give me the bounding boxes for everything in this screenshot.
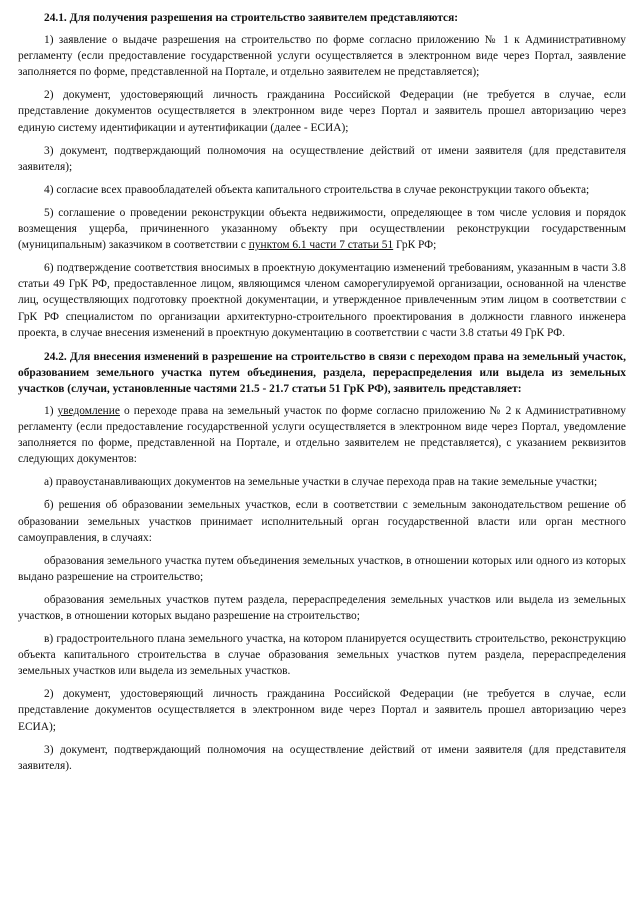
law-reference-link[interactable]: пунктом 6.1 части 7 статьи 51 — [248, 239, 394, 252]
section-heading-24-2: 24.2. Для внесения изменений в разрешение на строительство в связи с переходом права на земельный участок, образованием земельного участка путем объединения, раздела, перераспределения или выдела из земельных участков (случаи, установленные частями 21.5 - 21.7 статьи 51 ГрК РФ), заявитель представляет: — [18, 350, 626, 395]
section2-item-1-text-after: о переходе права на земельный участок по форме согласно приложению № 2 к Административному регламенту (если предоставление государственной услуги осуществляется в электронном виде через Портал, уведомление заполняется по форме, представленной на Портале, и отдельно заявителем не представляется), с указанием реквизитов следующих документов: — [18, 404, 626, 466]
section1-item-2: 2) документ, удостоверяющий личность гражданина Российской Федерации (не требуется в случае, если представление документов осуществляется в электронном виде через Портал и заявитель прошел авторизацию через единую систему идентификации и аутентификации (далее - ЕСИА); — [18, 89, 626, 134]
section2-item-b-case-2: образования земельных участков путем раздела, перераспределения земельных участков или выдела из земельных участков, в отношении которых выдано разрешение на строительство; — [18, 593, 626, 622]
section2-item-v: в) градостроительного плана земельного участка, на котором планируется осуществить строительство, реконструкцию объекта капитального строительства в случае образования земельных участков путем раздела, перераспределения земельных участков или выдела из земельных участков. — [18, 633, 626, 678]
section1-item-5-text-before: 5) соглашение о проведении реконструкции объекта недвижимости, определяющее в том числе условия и порядок возмещения ущерба, причиненного указанному объекту при осуществлении реконструкции государственным (муниципальным) заказчиком в соответствии с — [18, 206, 626, 252]
section2-item-1 — [18, 403, 626, 467]
section2-item-2: 2) документ, удостоверяющий личность гражданина Российской Федерации (не требуется в случае, если представление документов осуществляется в электронном виде через Портал и заявитель прошел авторизацию через ЕСИА); — [18, 688, 626, 733]
section2-item-a: а) правоустанавливающих документов на земельные участки в случае перехода прав на такие земельные участки; — [44, 476, 598, 489]
section1-item-4: 4) согласие всех правообладателей объекта капитального строительства в случае реконструкции такого объекта; — [44, 183, 590, 196]
section1-item-5 — [18, 205, 626, 253]
section2-item-b-case-1: образования земельного участка путем объединения земельных участков, в отношении которых или одного из которых выдано разрешение на строительство; — [18, 554, 626, 583]
notification-link[interactable]: уведомление — [57, 404, 120, 417]
section2-item-1-prefix: 1) — [44, 404, 58, 417]
section1-item-6: 6) подтверждение соответствия вносимых в проектную документацию изменений требованиям, указанным в части 3.8 статьи 49 ГрК РФ, предоставленное лицом, являющимся членом саморегулируемой организации, основанной на членстве лиц, осуществляющих подготовку проектной документации, и утвержденное привлеченным этим лицом в соответствии с ГрК РФ специалистом по организации архитектурно-строительного проектирования в должности главного инженера проекта, в случае внесения изменений в проектную документацию в соответствии с части 3.8 статьи 49 ГрК РФ. — [18, 262, 626, 339]
section-heading-24-1: 24.1. Для получения разрешения на строительство заявителем представляются: — [44, 12, 459, 24]
section2-item-b: б) решения об образовании земельных участков, если в соответствии с земельным законодательством решение об образовании земельных участков принимает исполнительный орган государственной власти или орган местного самоуправления, в случаях: — [18, 499, 626, 544]
section1-item-5-text-after: ГрК РФ; — [393, 239, 437, 252]
section1-item-1: 1) заявление о выдаче разрешения на строительство по форме согласно приложению № 1 к Административному регламенту (если предоставление государственной услуги осуществляется в электронном виде через Портал, заявление заполняется по форме, представленной на Портале, и отдельно заявителем не представляется); — [18, 34, 626, 79]
section1-item-3: 3) документ, подтверждающий полномочия на осуществление действий от имени заявителя (для представителя заявителя); — [18, 144, 626, 173]
section2-item-3: 3) документ, подтверждающий полномочия на осуществление действий от имени заявителя (для представителя заявителя). — [18, 743, 626, 772]
